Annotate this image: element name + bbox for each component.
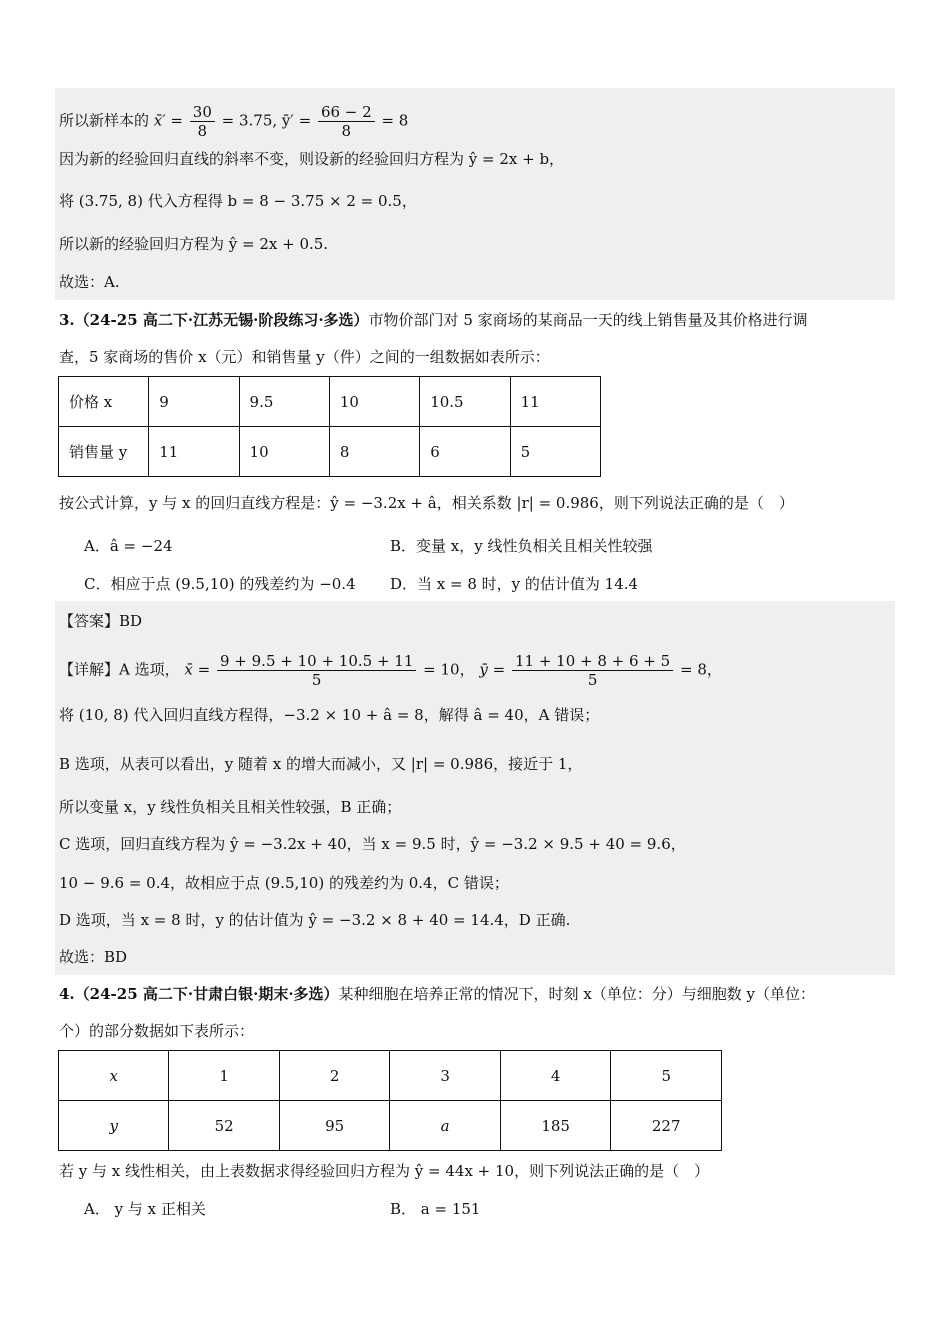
table-cell: 1 [169,1051,280,1101]
table-cell: 9 [149,377,239,427]
prev-solution-line-5: 故选：A. [59,273,120,291]
question-source: （24-25 高二下·甘肃白银·期末·多选） [74,985,339,1003]
table-cell: 3 [390,1051,500,1101]
q3-option-b[interactable]: B．变量 x，y 线性负相关且相关性较强 [390,537,653,555]
q4-option-b[interactable]: B． a = 151 [390,1200,481,1218]
q3-answer: 【答案】BD [59,612,143,630]
q4-question: 若 y 与 x 线性相关，由上表数据求得经验回归方程为 ŷ = 44x + 10，则下列说法正确的是（ ） [59,1162,710,1180]
table-cell: 10 [329,377,419,427]
text: = 8， [679,660,722,679]
text: y [109,1116,118,1135]
table-cell: 6 [420,427,510,477]
question-source: （24-25 高二下·江苏无锡·阶段练习·多选） [74,311,369,329]
table-cell: 2 [279,1051,390,1101]
fraction [217,652,416,689]
ybar-symbol: ȳ = [479,660,506,679]
table-cell: 227 [611,1101,722,1151]
table-cell: 9.5 [239,377,329,427]
q4-option-a[interactable]: A． y 与 x 正相关 [84,1200,206,1218]
q3-detail-line-7: D 选项，当 x = 8 时，y 的估计值为 ŷ = −3.2 × 8 + 40 = 14.4，D 正确. [59,911,571,929]
fraction [318,103,375,140]
table-cell: 4 [500,1051,611,1101]
q3-stem-line-2: 查，5 家商场的售价 x（元）和销售量 y（件）之间的一组数据如表所示： [59,348,550,366]
table-cell: 10 [239,427,329,477]
table-row [59,1101,722,1151]
q3-option-a[interactable]: A．â = −24 [84,537,173,555]
table-cell: 52 [169,1101,280,1151]
question-stem: 市物价部门对 5 家商场的某商品一天的线上销售量及其价格进行调 [368,311,808,329]
numerator: 30 [190,103,215,122]
q3-detail-line-3: B 选项，从表可以看出，y 随着 x 的增大而减小，又 |r| = 0.986，接近于 1， [59,755,583,773]
table-row [59,427,601,477]
fraction [190,103,215,140]
numerator: 66 − 2 [318,103,375,122]
q3-data-table [58,376,601,477]
q3-detail-line-1 [59,652,722,689]
q3-option-c[interactable]: C．相应于点 (9.5,10) 的残差约为 −0.4 [84,575,356,593]
table-cell [390,1101,500,1151]
row-label: 销售量 y [59,427,149,477]
q3-detail-line-2: 将 (10, 8) 代入回归直线方程得，−3.2 × 10 + â = 8，解得 â = 40，A 错误； [59,706,600,724]
denominator: 5 [587,671,598,689]
row-label [59,1101,169,1151]
text: = 8 [381,111,409,130]
question-stem: 某种细胞在培养正常的情况下，时刻 x（单位：分）与细胞数 y（单位： [338,985,816,1003]
xbar-symbol: x̄′ = [153,111,183,130]
denominator: 5 [311,671,322,689]
table-cell: 11 [149,427,239,477]
table-row [59,1051,722,1101]
q3-stem-line-1 [59,310,808,330]
text: a [440,1116,450,1135]
numerator: 9 + 9.5 + 10 + 10.5 + 11 [217,652,416,671]
detail-label: 【详解】 [59,660,120,679]
row-label [59,1051,169,1101]
table-cell: 5 [611,1051,722,1101]
q3-option-d[interactable]: D．当 x = 8 时，y 的估计值为 14.4 [390,575,639,593]
text: 所以新样本的 [59,111,150,130]
q3-detail-line-8: 故选：BD [59,948,128,966]
table-cell: 10.5 [420,377,510,427]
prev-solution-line-4: 所以新的经验回归方程为 ŷ = 2x + 0.5. [59,235,329,253]
prev-solution-line-2: 因为新的经验回归直线的斜率不变，则设新的经验回归方程为 ŷ = 2x + b， [59,150,565,168]
table-cell: 5 [510,427,600,477]
q4-stem-line-1 [59,984,815,1004]
fraction [512,652,673,689]
text: A 选项， [119,660,180,679]
q3-detail-line-5: C 选项，回归直线方程为 ŷ = −3.2x + 40，当 x = 9.5 时，ŷ = −3.2 × 9.5 + 40 = 9.6， [59,835,686,853]
question-number: 3. [59,311,75,329]
table-cell: 8 [329,427,419,477]
table-cell: 11 [510,377,600,427]
row-label: 价格 x [59,377,149,427]
prev-solution-line-1 [59,103,408,140]
question-number: 4. [59,985,75,1003]
table-row [59,377,601,427]
q4-data-table [58,1050,722,1151]
table-cell: 185 [500,1101,611,1151]
text: x [109,1066,118,1085]
prev-solution-line-3: 将 (3.75, 8) 代入方程得 b = 8 − 3.75 × 2 = 0.5， [59,192,417,210]
text: = 3.75, ȳ′ = [221,111,312,130]
numerator: 11 + 10 + 8 + 6 + 5 [512,652,673,671]
q3-detail-line-4: 所以变量 x，y 线性负相关且相关性较强，B 正确； [59,798,402,816]
text: = 10， [423,660,475,679]
q3-detail-line-6: 10 − 9.6 = 0.4，故相应于点 (9.5,10) 的残差约为 0.4，C 错误； [59,874,509,892]
q4-stem-line-2: 个）的部分数据如下表所示： [59,1022,255,1040]
denominator: 8 [341,122,352,140]
q3-question: 按公式计算，y 与 x 的回归直线方程是：ŷ = −3.2x + â，相关系数 |r| = 0.986，则下列说法正确的是（ ） [59,494,794,512]
table-cell: 95 [279,1101,390,1151]
denominator: 8 [197,122,208,140]
xbar-symbol: x̄ = [184,660,211,679]
